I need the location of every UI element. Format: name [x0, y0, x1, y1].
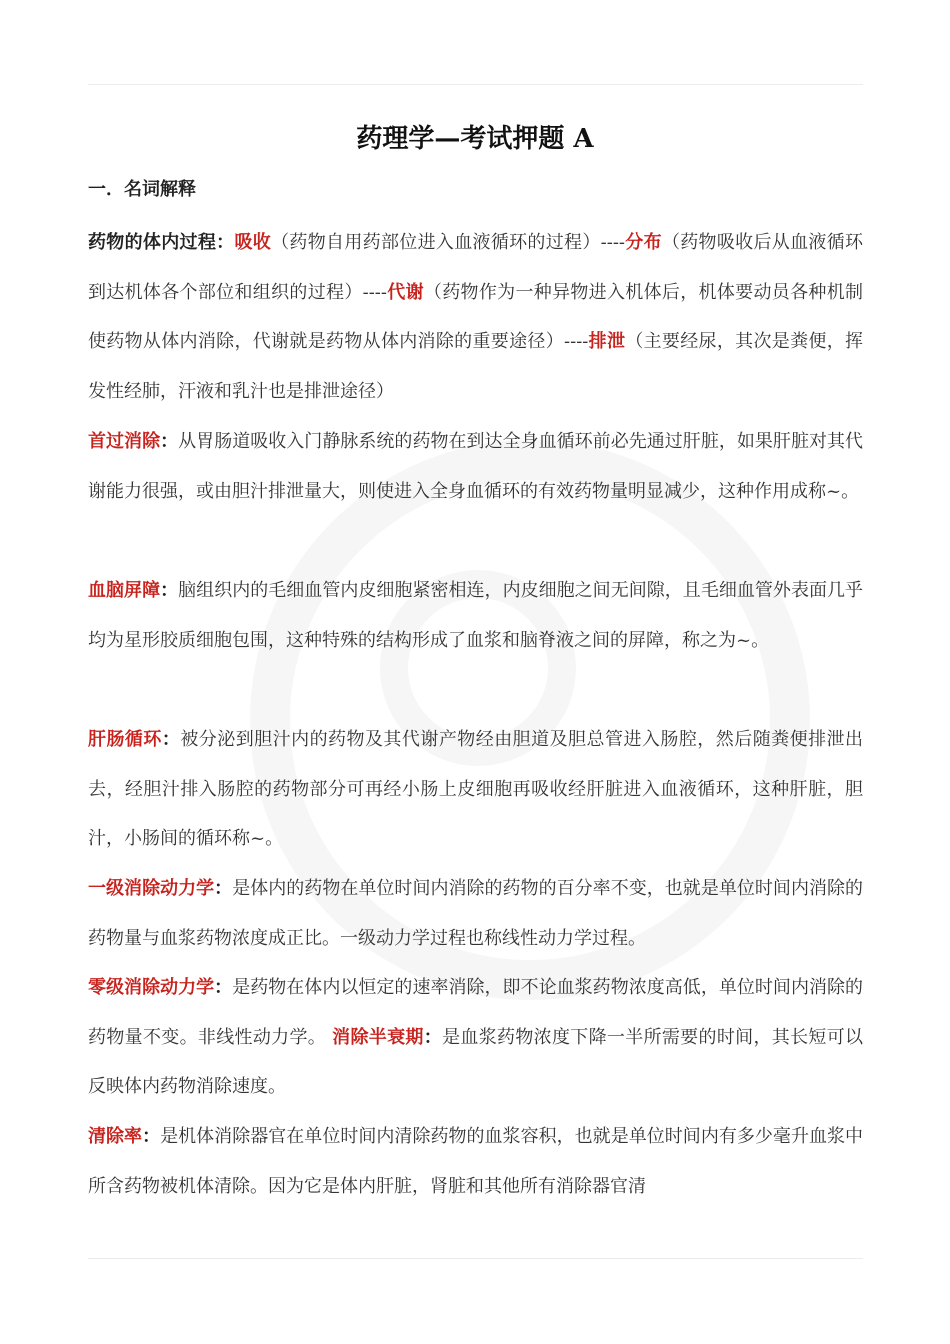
paragraph-drug-process [88, 218, 863, 417]
term-absorption: 吸收 [234, 232, 272, 253]
paragraph-text: 是药物在体内以恒定的速率消除，即不论血浆药物浓度高低，单位时间内消除的药物量不变。非线性动力学。 [88, 977, 864, 1048]
paragraph-first-pass [88, 417, 863, 566]
paragraph-text: （药物吸收后从血液循环到达机体各个部位和组织的过程）---- [88, 232, 864, 303]
paragraph-enterohepatic [88, 715, 863, 864]
term-excretion: 排泄 [588, 331, 626, 353]
term-colon: ： [160, 431, 179, 452]
term-colon: ： [214, 977, 233, 998]
term-colon: ： [142, 1126, 161, 1147]
paragraph-text: 从胃肠道吸收入门静脉系统的药物在到达全身血循环前必先通过肝脏，如果肝脏对其代谢能力很强，或由胆汁排泄量大，则使进入全身血循环的有效药物量明显减少，这种作用成称~。 [88, 431, 864, 502]
section-heading: 一．名词解释 [88, 179, 196, 200]
paragraph-blood-brain-barrier [88, 566, 863, 715]
term-distribution: 分布 [625, 232, 662, 253]
paragraph-clearance [88, 1112, 863, 1222]
term-metabolism: 代谢 [386, 281, 424, 303]
paragraph-text: 是体内的药物在单位时间内消除的药物的百分率不变，也就是单位时间内消除的药物量与血浆药物浓度成正比。一级动力学过程也称线性动力学过程。 [88, 878, 864, 949]
document-body [88, 218, 863, 1222]
paragraph-text: 是血浆药物浓度下降一半所需要的时间，其长短可以反映体内药物消除速度。 [88, 1026, 864, 1098]
paragraph-text: （主要经尿，其次是粪便，挥发性经肺，汗液和乳汁也是排泄途径） [88, 331, 864, 402]
term-blood-brain-barrier: 血脑屏障 [88, 580, 161, 601]
paragraph-first-order [88, 864, 863, 963]
term-first-order: 一级消除动力学 [88, 878, 215, 899]
paragraph-text: （药物自用药部位进入血液循环的过程）---- [271, 232, 625, 253]
term-colon: ： [161, 729, 181, 750]
term-clearance: 清除率 [88, 1126, 143, 1147]
paragraph-text: 被分泌到胆汁内的药物及其代谢产物经由胆道及胆总管进入肠腔，然后随粪便排泄出去，经胆汁排入肠腔的药物部分可再经小肠上皮细胞再吸收经肝脏进入血液循环，这种肝脏，胆汁，小肠间的循环称~。 [88, 729, 864, 850]
paragraph-lead: 药物的体内过程： [88, 232, 235, 253]
term-colon: ： [214, 878, 233, 899]
paragraph-text: （药物作为一种异物进入机体后，机体要动员各种机制使药物从体内消除，代谢就是药物从体内消除的重要途径）---- [88, 281, 864, 353]
bottom-divider [88, 1258, 863, 1259]
page-title: 药理学—考试押题 A [356, 124, 594, 154]
term-enterohepatic: 肝肠循环 [88, 729, 162, 750]
paragraph-text: 脑组织内的毛细血管内皮细胞紧密相连，内皮细胞之间无间隙，且毛细血管外表面几乎均为星形胶质细胞包围，这种特殊的结构形成了血浆和脑脊液之间的屏障，称之为~。 [88, 580, 864, 651]
term-colon: ： [423, 1026, 443, 1048]
term-first-pass: 首过消除 [88, 431, 161, 452]
term-colon: ： [160, 580, 179, 601]
term-zero-order: 零级消除动力学 [88, 977, 215, 998]
term-half-life: 消除半衰期 [332, 1026, 424, 1048]
paragraph-text: 是机体消除器官在单位时间内清除药物的血浆容积，也就是单位时间内有多少毫升血浆中所含药物被机体清除。因为它是体内肝脏，肾脏和其他所有消除器官清 [88, 1126, 864, 1197]
top-divider [88, 84, 863, 85]
paragraph-zero-order [88, 963, 863, 1112]
